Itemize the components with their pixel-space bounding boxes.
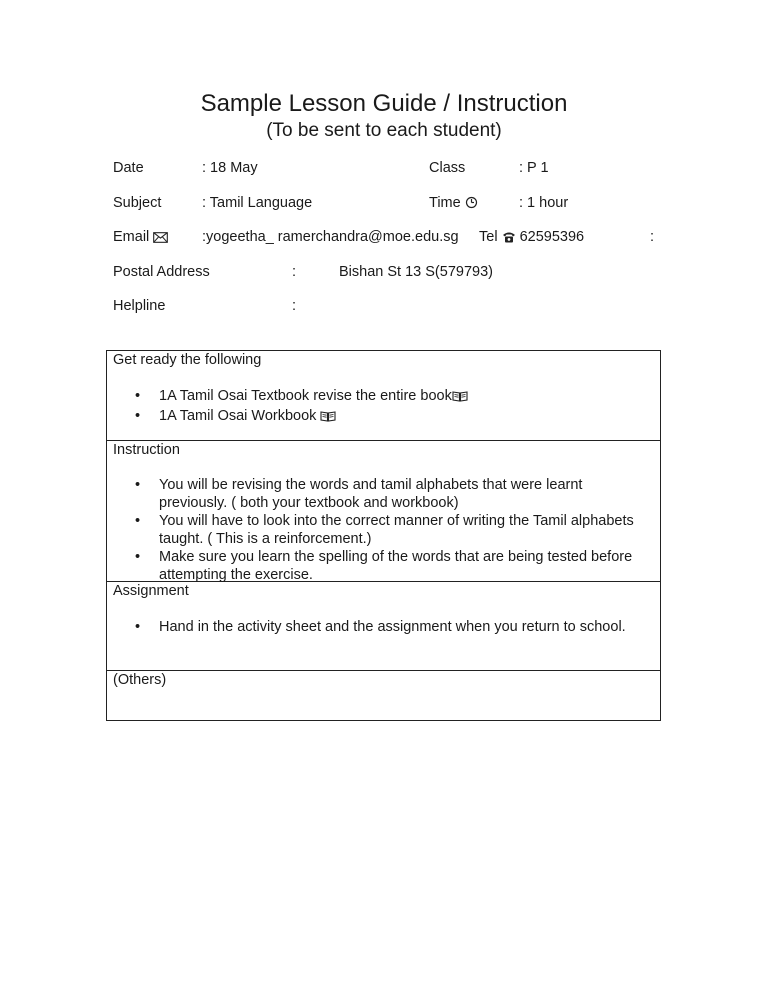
list-item: • Make sure you learn the spelling of the words that are being tested before attempting the exercise.: [135, 548, 654, 584]
time-label-text: Time: [429, 195, 461, 211]
postal-value: Bishan St 13 S(579793): [339, 264, 493, 280]
time-label: [429, 195, 478, 213]
class-label: Class: [429, 160, 466, 176]
others-title: (Others): [113, 672, 167, 688]
get-ready-section: [107, 351, 660, 441]
list-item: • Hand in the activity sheet and the assignment when you return to school.: [135, 618, 654, 636]
list-item: • 1A Tamil Osai Textbook revise the entire book: [135, 387, 654, 407]
book-icon: [320, 409, 336, 427]
tel-value: 62595396: [519, 229, 585, 245]
tel-label-text: Tel: [479, 229, 498, 245]
postal-label: Postal Address: [113, 264, 210, 280]
time-value: : 1 hour: [519, 195, 569, 211]
assignment-list: [135, 618, 654, 636]
tel-label: [479, 229, 584, 247]
get-ready-title: Get ready the following: [113, 352, 262, 368]
date-value: : 18 May: [202, 160, 258, 176]
subject-value: : Tamil Language: [202, 195, 313, 211]
list-item: • You will be revising the words and tamil alphabets that were learnt previously. ( both your textbook and workbook): [135, 476, 654, 512]
instruction-title: Instruction: [113, 442, 180, 458]
helpline-colon: :: [292, 298, 297, 314]
class-value: : P 1: [519, 160, 549, 176]
email-label-text: Email: [113, 229, 150, 245]
others-section: [107, 671, 660, 720]
list-item: • You will have to look into the correct manner of writing the Tamil alphabets taught. ( This is a reinforcement.): [135, 512, 654, 548]
assignment-title: Assignment: [113, 583, 189, 599]
assignment-section: [107, 582, 660, 671]
subject-label: Subject: [113, 195, 162, 211]
instruction-section: [107, 441, 660, 582]
get-ready-list: [135, 387, 654, 427]
email-label: [113, 229, 168, 247]
list-item: • 1A Tamil Osai Workbook: [135, 407, 654, 427]
instruction-list: [135, 476, 654, 584]
envelope-icon: [153, 231, 168, 247]
date-label: Date: [113, 160, 144, 176]
postal-colon: :: [292, 264, 297, 280]
helpline-label: Helpline: [113, 298, 166, 314]
tel-colon: :: [650, 229, 655, 245]
page-title: Sample Lesson Guide / Instruction: [200, 90, 568, 117]
book-icon: [452, 389, 468, 407]
telephone-icon: [502, 231, 516, 247]
email-value: :yogeetha_ ramerchandra@moe.edu.sg: [202, 229, 459, 245]
page-subtitle: (To be sent to each student): [266, 120, 502, 141]
lesson-table: [106, 350, 661, 721]
clock-icon: [465, 196, 478, 213]
